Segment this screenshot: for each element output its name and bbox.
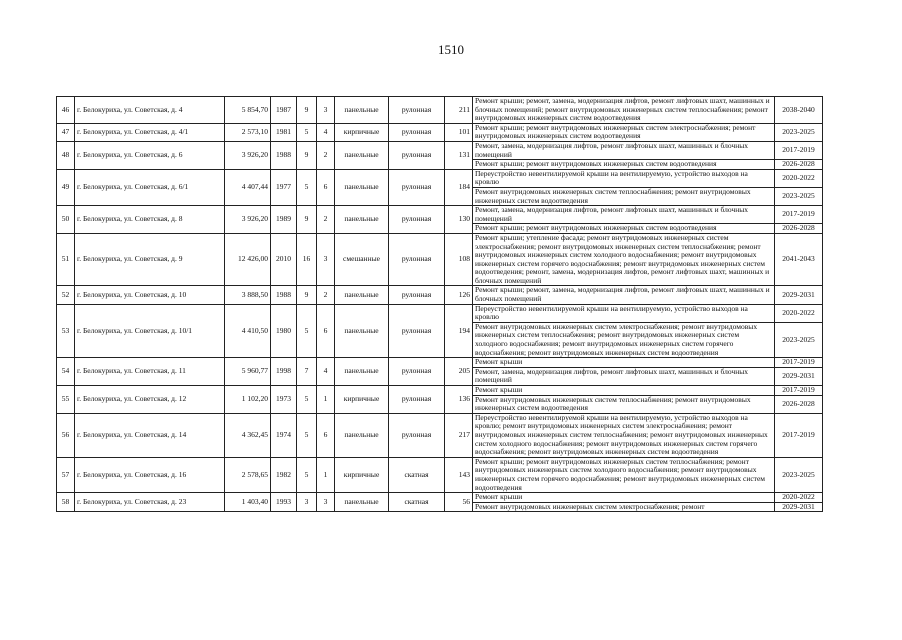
work-description-cell: Ремонт крыши; ремонт, замена, модернизация лифтов, ремонт лифтовых шахт, машинных и блочных помещений (473, 286, 775, 304)
row-number: 47 (57, 123, 75, 141)
residents-cell: 136 (445, 386, 473, 414)
table-row (57, 141, 823, 159)
table-row (57, 457, 823, 492)
entrances-cell: 6 (317, 304, 335, 358)
wall-material-cell: кирпичные (335, 386, 389, 414)
residents-cell: 56 (445, 493, 473, 512)
row-number: 56 (57, 413, 75, 457)
floors-cell: 7 (297, 358, 317, 386)
roof-type-cell: рулонная (389, 97, 445, 124)
floors-cell: 9 (297, 141, 317, 169)
residents-cell: 205 (445, 358, 473, 386)
floors-cell: 5 (297, 123, 317, 141)
repair-period-cell: 2017-2019 (775, 386, 823, 396)
work-description-cell: Ремонт, замена, модернизация лифтов, ремонт лифтовых шахт, машинных и блочных помещений (473, 206, 775, 224)
floors-cell: 9 (297, 97, 317, 124)
residents-cell: 131 (445, 141, 473, 169)
row-number: 54 (57, 358, 75, 386)
area-cell: 3 926,20 (225, 141, 271, 169)
repair-period-cell: 2023-2025 (775, 322, 823, 357)
roof-type-cell: рулонная (389, 304, 445, 358)
address-cell: г. Белокуриха, ул. Советская, д. 4/1 (75, 123, 225, 141)
year-built-cell: 1980 (271, 304, 297, 358)
table-row (57, 304, 823, 322)
repair-period-cell: 2023-2025 (775, 187, 823, 205)
work-description-cell: Ремонт крыши; утепление фасада; ремонт внутридомовых инженерных систем электроснабжения; ремонт внутридомовых инженерных систем теплоснабжения; ремонт внутридомовых инженерных систем холодного водоснабжения; ремонт внутридомовых инженерных систем горячего водоснабжения; ремонт внутридомовых инженерных систем водоотведения; ремонт, замена, модернизация лифтов, ремонт лифтовых шахт, машинных и блочных помещений (473, 233, 775, 286)
repair-period-cell: 2026-2028 (775, 160, 823, 170)
address-cell: г. Белокуриха, ул. Советская, д. 6/1 (75, 169, 225, 205)
area-cell: 2 573,10 (225, 123, 271, 141)
address-cell: г. Белокуриха, ул. Советская, д. 23 (75, 493, 225, 512)
roof-type-cell: скатная (389, 493, 445, 512)
repair-period-cell: 2029-2031 (775, 286, 823, 304)
year-built-cell: 1989 (271, 206, 297, 234)
page-number: 1510 (438, 42, 464, 57)
area-cell: 2 578,65 (225, 457, 271, 492)
year-built-cell: 1973 (271, 386, 297, 414)
floors-cell: 5 (297, 169, 317, 205)
entrances-cell: 3 (317, 493, 335, 512)
address-cell: г. Белокуриха, ул. Советская, д. 9 (75, 233, 225, 286)
residents-cell: 126 (445, 286, 473, 304)
residents-cell: 101 (445, 123, 473, 141)
roof-type-cell: рулонная (389, 286, 445, 304)
floors-cell: 16 (297, 233, 317, 286)
address-cell: г. Белокуриха, ул. Советская, д. 10 (75, 286, 225, 304)
residents-cell: 194 (445, 304, 473, 358)
table-row (57, 206, 823, 224)
work-description-cell: Ремонт внутридомовых инженерных систем теплоснабжения; ремонт внутридомовых инженерных систем водоотведения (473, 187, 775, 205)
work-description-cell: Ремонт крыши (473, 386, 775, 396)
wall-material-cell: панельные (335, 97, 389, 124)
wall-material-cell: панельные (335, 286, 389, 304)
repair-period-cell: 2029-2031 (775, 367, 823, 385)
repair-period-cell: 2026-2028 (775, 224, 823, 234)
area-cell: 3 888,50 (225, 286, 271, 304)
area-cell: 5 960,77 (225, 358, 271, 386)
table-row (57, 123, 823, 141)
roof-type-cell: скатная (389, 457, 445, 492)
wall-material-cell: панельные (335, 304, 389, 358)
repair-period-cell: 2029-2031 (775, 502, 823, 512)
table-row (57, 286, 823, 304)
work-description-cell: Ремонт крыши; ремонт внутридомовых инженерных систем водоотведения (473, 160, 775, 170)
area-cell: 1 102,20 (225, 386, 271, 414)
work-description-cell: Переустройство невентилируемой крыши на вентилируемую, устройство выходов на кровлю (473, 169, 775, 187)
roof-type-cell: рулонная (389, 169, 445, 205)
area-cell: 4 407,44 (225, 169, 271, 205)
work-description-cell: Ремонт крыши; ремонт внутридомовых инженерных систем водоотведения (473, 224, 775, 234)
work-description-cell: Ремонт крыши; ремонт внутридомовых инженерных систем теплоснабжения; ремонт внутридомовых инженерных систем холодного водоснабжения; ремонт внутридомовых инженерных систем горячего водоснабжения; ремонт внутридомовых инженерных систем водоотведения (473, 457, 775, 492)
repair-period-cell: 2020-2022 (775, 169, 823, 187)
residents-cell: 184 (445, 169, 473, 205)
row-number: 51 (57, 233, 75, 286)
wall-material-cell: панельные (335, 413, 389, 457)
wall-material-cell: панельные (335, 169, 389, 205)
row-number: 50 (57, 206, 75, 234)
work-description-cell: Ремонт внутридомовых инженерных систем теплоснабжения; ремонт внутридомовых инженерных систем водоотведения (473, 395, 775, 413)
repair-period-cell: 2041-2043 (775, 233, 823, 286)
row-number: 48 (57, 141, 75, 169)
wall-material-cell: панельные (335, 493, 389, 512)
address-cell: г. Белокуриха, ул. Советская, д. 4 (75, 97, 225, 124)
address-cell: г. Белокуриха, ул. Советская, д. 11 (75, 358, 225, 386)
entrances-cell: 6 (317, 169, 335, 205)
work-description-cell: Переустройство невентилируемой крыши на вентилируемую, устройство выходов на кровлю; ремонт внутридомовых инженерных систем электроснабжения; ремонт внутридомовых инженерных систем теплоснабжения; ремонт внутридомовых инженерных систем холодного водоснабжения; ремонт внутридомовых инженерных систем горячего водоснабжения; ремонт внутридомовых инженерных систем водоотведения (473, 413, 775, 457)
wall-material-cell: кирпичные (335, 123, 389, 141)
wall-material-cell: панельные (335, 206, 389, 234)
entrances-cell: 2 (317, 141, 335, 169)
work-description-cell: Ремонт крыши (473, 493, 775, 503)
area-cell: 5 854,70 (225, 97, 271, 124)
address-cell: г. Белокуриха, ул. Советская, д. 10/1 (75, 304, 225, 358)
entrances-cell: 1 (317, 386, 335, 414)
year-built-cell: 1988 (271, 286, 297, 304)
address-cell: г. Белокуриха, ул. Советская, д. 12 (75, 386, 225, 414)
wall-material-cell: смешанные (335, 233, 389, 286)
floors-cell: 5 (297, 457, 317, 492)
entrances-cell: 6 (317, 413, 335, 457)
year-built-cell: 1982 (271, 457, 297, 492)
floors-cell: 5 (297, 386, 317, 414)
year-built-cell: 1987 (271, 97, 297, 124)
roof-type-cell: рулонная (389, 141, 445, 169)
work-description-cell: Ремонт, замена, модернизация лифтов, ремонт лифтовых шахт, машинных и блочных помещений (473, 367, 775, 385)
table-row (57, 97, 823, 124)
work-description-cell: Ремонт крыши (473, 358, 775, 368)
wall-material-cell: кирпичные (335, 457, 389, 492)
floors-cell: 5 (297, 413, 317, 457)
area-cell: 4 362,45 (225, 413, 271, 457)
row-number: 55 (57, 386, 75, 414)
year-built-cell: 1993 (271, 493, 297, 512)
repair-period-cell: 2017-2019 (775, 141, 823, 159)
work-description-cell: Ремонт крыши; ремонт внутридомовых инженерных систем электроснабжения; ремонт внутридомовых инженерных систем водоотведения (473, 123, 775, 141)
wall-material-cell: панельные (335, 141, 389, 169)
roof-type-cell: рулонная (389, 206, 445, 234)
repair-period-cell: 2017-2019 (775, 206, 823, 224)
entrances-cell: 1 (317, 457, 335, 492)
area-cell: 1 403,40 (225, 493, 271, 512)
row-number: 52 (57, 286, 75, 304)
roof-type-cell: рулонная (389, 358, 445, 386)
year-built-cell: 1988 (271, 141, 297, 169)
work-description-cell: Ремонт внутридомовых инженерных систем электроснабжения; ремонт внутридомовых инженерных систем теплоснабжения; ремонт внутридомовых инженерных систем холодного водоснабжения; ремонт внутридомовых инженерных систем горячего водоснабжения; ремонт внутридомовых инженерных систем водоотведения (473, 322, 775, 357)
area-cell: 4 410,50 (225, 304, 271, 358)
residents-cell: 108 (445, 233, 473, 286)
area-cell: 12 426,00 (225, 233, 271, 286)
work-description-cell: Ремонт внутридомовых инженерных систем электроснабжения; ремонт (473, 502, 775, 512)
work-description-cell: Переустройство невентилируемой крыши на вентилируемую, устройство выходов на кровлю (473, 304, 775, 322)
work-description-cell: Ремонт крыши; ремонт, замена, модернизация лифтов, ремонт лифтовых шахт, машинных и блочных помещений; ремонт внутридомовых инженерных систем теплоснабжения; ремонт внутридомовых инженерных систем водоотведения (473, 97, 775, 124)
work-description-cell: Ремонт, замена, модернизация лифтов, ремонт лифтовых шахт, машинных и блочных помещений (473, 141, 775, 159)
repair-period-cell: 2038-2040 (775, 97, 823, 124)
address-cell: г. Белокуриха, ул. Советская, д. 6 (75, 141, 225, 169)
row-number: 46 (57, 97, 75, 124)
table-row (57, 386, 823, 396)
area-cell: 3 926,20 (225, 206, 271, 234)
row-number: 58 (57, 493, 75, 512)
year-built-cell: 2010 (271, 233, 297, 286)
residents-cell: 130 (445, 206, 473, 234)
roof-type-cell: рулонная (389, 123, 445, 141)
year-built-cell: 1974 (271, 413, 297, 457)
repair-period-cell: 2020-2022 (775, 304, 823, 322)
year-built-cell: 1977 (271, 169, 297, 205)
entrances-cell: 4 (317, 358, 335, 386)
roof-type-cell: рулонная (389, 386, 445, 414)
entrances-cell: 3 (317, 97, 335, 124)
address-cell: г. Белокуриха, ул. Советская, д. 8 (75, 206, 225, 234)
year-built-cell: 1981 (271, 123, 297, 141)
roof-type-cell: рулонная (389, 233, 445, 286)
floors-cell: 3 (297, 493, 317, 512)
repair-period-cell: 2017-2019 (775, 413, 823, 457)
table-row (57, 493, 823, 503)
repair-period-cell: 2023-2025 (775, 123, 823, 141)
table-row (57, 169, 823, 187)
address-cell: г. Белокуриха, ул. Советская, д. 14 (75, 413, 225, 457)
floors-cell: 9 (297, 286, 317, 304)
row-number: 57 (57, 457, 75, 492)
table-row (57, 413, 823, 457)
entrances-cell: 2 (317, 286, 335, 304)
entrances-cell: 4 (317, 123, 335, 141)
table-row (57, 233, 823, 286)
residents-cell: 211 (445, 97, 473, 124)
repair-period-cell: 2020-2022 (775, 493, 823, 503)
address-cell: г. Белокуриха, ул. Советская, д. 16 (75, 457, 225, 492)
repair-period-cell: 2026-2028 (775, 395, 823, 413)
wall-material-cell: панельные (335, 358, 389, 386)
row-number: 49 (57, 169, 75, 205)
row-number: 53 (57, 304, 75, 358)
repair-period-cell: 2017-2019 (775, 358, 823, 368)
roof-type-cell: рулонная (389, 413, 445, 457)
year-built-cell: 1998 (271, 358, 297, 386)
entrances-cell: 3 (317, 233, 335, 286)
repair-period-cell: 2023-2025 (775, 457, 823, 492)
entrances-cell: 2 (317, 206, 335, 234)
residents-cell: 143 (445, 457, 473, 492)
floors-cell: 9 (297, 206, 317, 234)
table-row (57, 358, 823, 368)
residents-cell: 217 (445, 413, 473, 457)
floors-cell: 5 (297, 304, 317, 358)
capital-repair-table (56, 96, 823, 512)
